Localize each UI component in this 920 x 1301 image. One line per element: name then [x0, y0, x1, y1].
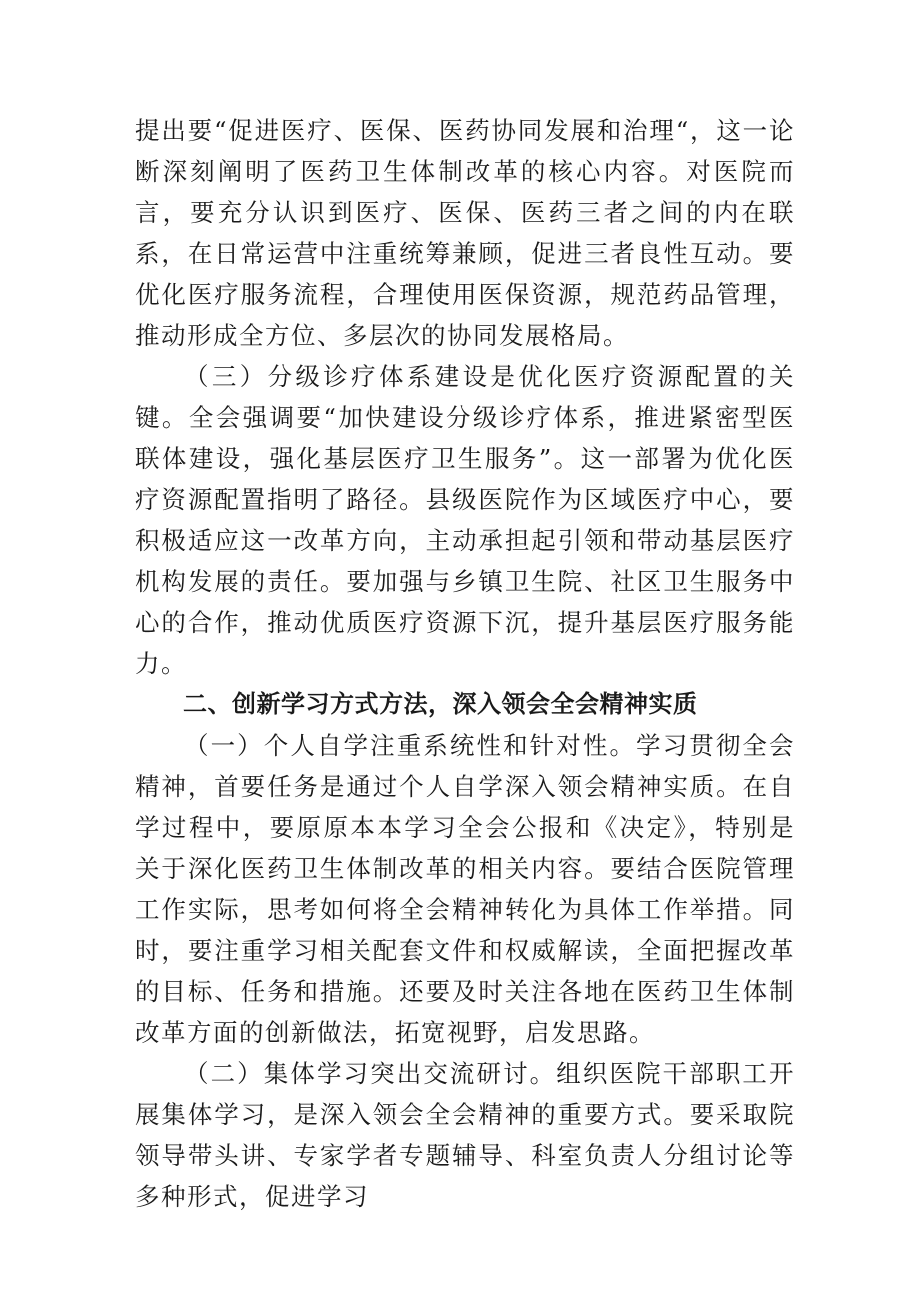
- section-heading: 二、创新学习方式方法，深入领会全会精神实质: [183, 690, 698, 718]
- paragraph-self-study: （一）个人自学注重系统性和针对性。学习贯彻全会精神，首要任务是通过个人自学深入领会精神实质。在自学过程中，要原原本本学习全会公报和《决定》，特别是关于深化医药卫生体制改革的相关内容。要结合医院管理工作实际，思考如何将全会精神转化为具体工作举措。同时，要注重学习相关配套文件和权威解读，全面把握改革的目标、任务和措施。还要及时关注各地在医药卫生体制改革方面的创新做法，拓宽视野，启发思路。: [135, 731, 795, 1047]
- paragraph-tiered-diagnosis: （三）分级诊疗体系建设是优化医疗资源配置的关键。全会强调要“加快建设分级诊疗体系，推进紧密型医联体建设，强化基层医疗卫生服务”。这一部署为优化医疗资源配置指明了路径。县级医院作为区域医疗中心，要积极适应这一改革方向，主动承担起引领和带动基层医疗机构发展的责任。要加强与乡镇卫生院、社区卫生服务中心的合作，推动优质医疗资源下沉，提升基层医疗服务能力。: [135, 362, 795, 678]
- paragraph-group-study: （二）集体学习突出交流研讨。组织医院干部职工开展集体学习，是深入领会全会精神的重要方式。要采取院领导带头讲、专家学者专题辅导、科室负责人分组讨论等多种形式，促进学习: [135, 1059, 795, 1211]
- paragraph-continuation: 提出要“促进医疗、医保、医药协同发展和治理“，这一论断深刻阐明了医药卫生体制改革的核心内容。对医院而言，要充分认识到医疗、医保、医药三者之间的内在联系，在日常运营中注重统筹兼顾，促进三者良性互动。要优化医疗服务流程，合理使用医保资源，规范药品管理，推动形成全方位、多层次的协同发展格局。: [135, 116, 795, 350]
- document-body: [135, 110, 795, 1217]
